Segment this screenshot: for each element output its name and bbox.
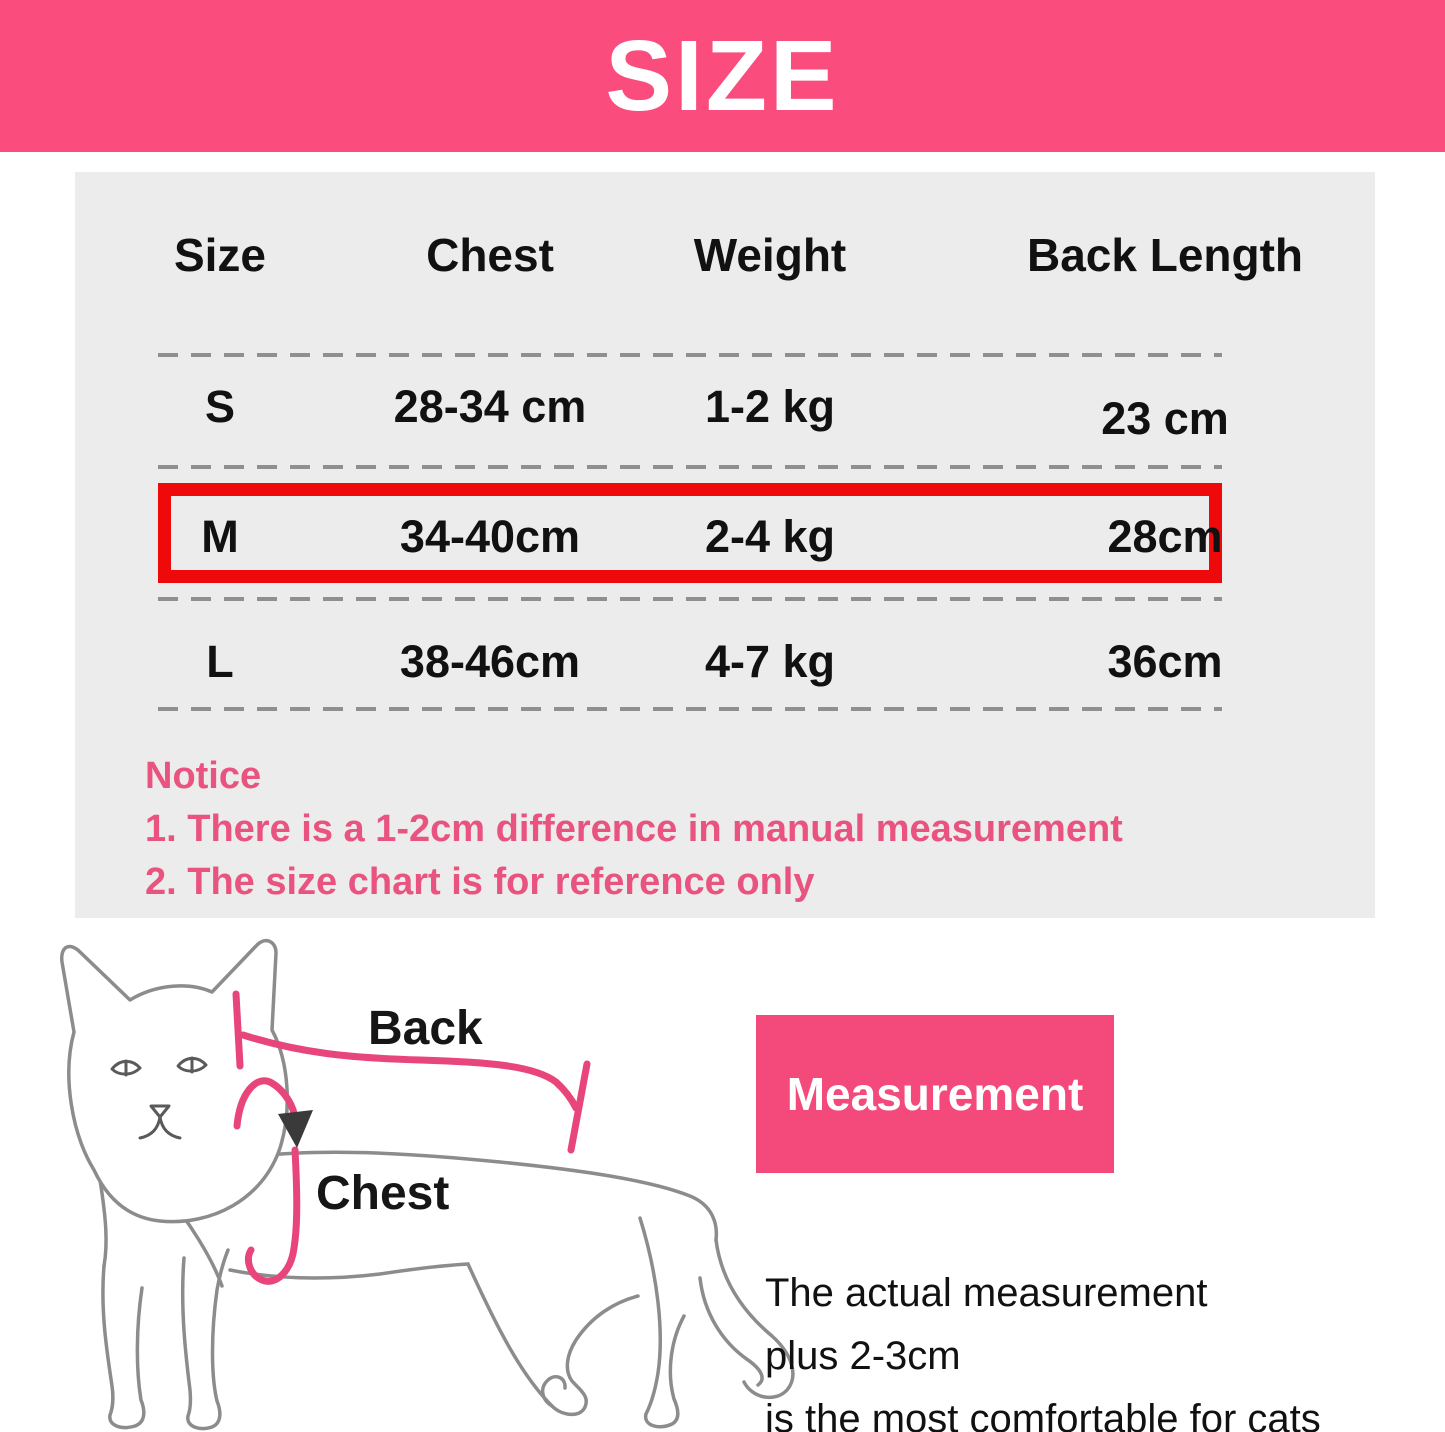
chest-label: Chest	[316, 1167, 450, 1220]
page-header	[0, 0, 1445, 152]
dashed-divider	[158, 707, 1222, 711]
dashed-divider	[158, 465, 1222, 469]
table-row-size-l	[75, 627, 1375, 697]
cell-m-size: M	[201, 511, 239, 562]
measurement-note-line-1: The actual measurement	[765, 1271, 1208, 1315]
cell-m-weight: 2-4 kg	[704, 511, 836, 562]
back-label: Back	[368, 1002, 483, 1055]
cat-hind-paw-curl	[543, 1377, 565, 1406]
table-row-size-s	[75, 372, 1375, 442]
col-header-chest: Chest	[426, 229, 554, 281]
cat-front-leg-1	[103, 1266, 144, 1428]
cat-belly-line	[230, 1264, 468, 1278]
cell-l-back-length: 36cm	[1107, 636, 1223, 687]
table-header-row	[75, 220, 1375, 290]
measurement-badge	[756, 1015, 1114, 1173]
cell-s-size: S	[204, 381, 235, 432]
notice-line-1: 1. There is a 1-2cm difference in manual measurement	[145, 808, 1123, 850]
cat-front-leg-2	[183, 1250, 228, 1429]
cell-s-back-length: 23 cm	[1101, 393, 1229, 444]
col-header-back-length: Back Length	[1026, 229, 1304, 281]
cell-l-weight: 4-7 kg	[704, 636, 836, 687]
size-table-panel	[75, 172, 1375, 918]
notice-line-2: 2. The size chart is for reference only	[145, 861, 815, 903]
table-row-size-m	[75, 502, 1375, 572]
cat-hind-leg-far	[640, 1218, 684, 1427]
measurement-badge-label: Measurement	[786, 1068, 1084, 1120]
cat-tail-inner	[700, 1278, 762, 1385]
cell-l-chest: 38-46cm	[399, 636, 581, 687]
cell-s-chest: 28-34 cm	[393, 381, 587, 432]
dashed-divider	[158, 353, 1222, 357]
col-header-weight: Weight	[693, 229, 847, 281]
cat-chest-outline	[100, 1180, 106, 1266]
notice-heading: Notice	[145, 755, 262, 797]
notice-block	[145, 750, 1123, 909]
cell-l-size: L	[206, 636, 234, 687]
cell-m-back-length: 28cm	[1107, 511, 1223, 562]
measurement-note	[765, 1262, 1435, 1432]
back-measure-tick-left	[236, 994, 240, 1066]
measurement-note-line-3: is the most comfortable for cats	[765, 1397, 1321, 1432]
cell-m-chest: 34-40cm	[399, 511, 581, 562]
cell-s-weight: 1-2 kg	[704, 381, 836, 432]
dashed-divider	[158, 597, 1222, 601]
col-header-size: Size	[173, 229, 267, 281]
measurement-note-line-2: plus 2-3cm	[765, 1334, 961, 1378]
cat-hind-leg-near	[468, 1264, 638, 1414]
page-title: SIZE	[605, 20, 840, 132]
